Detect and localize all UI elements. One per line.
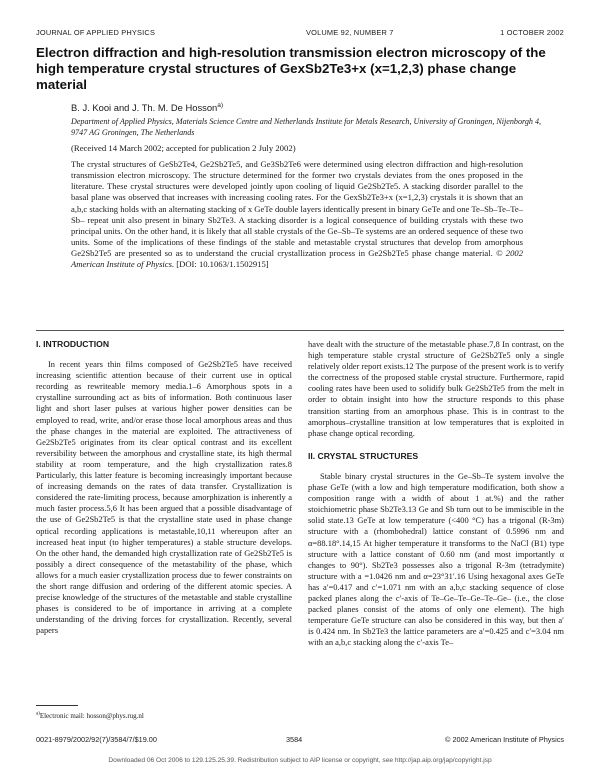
crystal-heading: II. CRYSTAL STRUCTURES (308, 450, 419, 461)
affiliation: Department of Applied Physics, Materials Science Centre and Netherlands Institute for Metals Research, University of Groningen, Nijenborgh 4, 9747 AG Groningen, The Netherlands (71, 117, 542, 137)
page-number: 3584 (286, 735, 303, 744)
article-title: Electron diffraction and high-resolution transmission electron microscopy of the high temperature crystal structures of GexSb2Te3+x (x=1,2,3) phase change material (36, 45, 546, 92)
download-notice: Downloaded 06 Oct 2006 to 129.125.25.39. Redistribution subject to AIP license or copyright, see http://jap.aip.org/jap/copyright.jsp (108, 757, 492, 764)
crystal-paragraph: Stable binary crystal structures in the Ge–Sb–Te system involve the phase GeTe (with a low and high temperature modification, both show a composition range with a width of about 1 at.%) and the rather stoichiometric phase Sb2Te3.13 Ge and Sb turn out to be immiscible in the solid state.13 GeTe at low temperature (<400 °C) has a trigonal (R-3m) structure with a (rhombohedral) lattice constant of 0.5996 nm and α=88.18°.14,15 At higher temperature it transforms to the NaCl (B1) type structure with a lattice constant of 0.60 nm (and most importantly α changes to 90°). Sb2Te3 possesses also a trigonal R-3m (tetradymite) structure with a =1.0426 nm and α=23°31′.16 Using hexagonal axes GeTe has a′=0.417 and c′=1.071 nm with an a,b,c stacking sequence of close packed planes along the c′-axis of Te–Ge–Te–Ge–Te–Ge– (i.e., the close packed planes consist of the atoms of only one element). The high temperature GeTe structure can also be considered in this way, but then a′ is 0.424 nm. In Sb2Te3 the lattice parameters are a′=0.425 and c′=3.04 nm with an a,b,c stacking along the c′-axis Te– (308, 470, 564, 648)
authors: B. J. Kooi and J. Th. M. De Hosson (71, 102, 218, 113)
issn-price: 0021-8979/2002/92(7)/3584/7/$19.00 (36, 735, 157, 744)
column-left (36, 339, 292, 636)
running-header (36, 28, 564, 40)
footer-copyright: © 2002 American Institute of Physics (445, 735, 564, 744)
intro-paragraph-continued: have dealt with the structure of the metastable phase.7,8 In contrast, on the high temperature stable crystal structure of Ge2Sb2Te5 only a single relatively older report exists.12 The purpose of the present work is to verify the correctness of the proposed stable crystal structure. Furthermore, rapid cooling rates have been used to solidify bulk Ge2Sb2Te5 from the melt in order to obtain insight into how the structure responds to this phase transition starting from an amorphous phase. This is in contrast to the amorphous–crystalline transition at low temperatures that is exploited in phase change optical recording. (308, 339, 564, 438)
section-divider (36, 330, 564, 331)
footnote (36, 712, 144, 720)
author-list (71, 102, 223, 113)
footnote-mark: a) (36, 711, 40, 717)
intro-paragraph: In recent years thin films composed of Ge2Sb2Te5 have received increasing scientific attention because of their current use in optical recording as rewriteable memory media.1–6 Amorphous spots in a crystalline surrounding act as bits of information. Both continuous laser light and short laser pulses at various higher power densities can be employed to read, write, and/or erase those local amorphous areas and thus the phase changes in the material are exploited. The attractiveness of Ge2Sb2Te5 originates from its clear optical contrast and its excellent reversibility between the amorphous and crystalline state, its high thermal stability at room temperature, and the high crystallization rates.8 Particularly, this latter feature is becoming increasingly important because of increasing demands on the rates of data transfer. Crystallization is considered the rate-limiting process, because amorphization is inherently a much faster process.5,6 It has been argued that a possible disadvantage of the use of Ge2Sb2Te5 is that the crystalline state used in phase change optical recording applications is metastable,10,11 whereupon after an increased heat input (to higher temperatures) a stable structure develops. On the other hand, the demanded high crystallization rate of Ge2Sb2Te5 is possibly a direct consequence of the metastability of the phase, which allows for a much easier crystallization process due to fewer constraints on the short range diffusion and ordering of the different atomic species. A precise knowledge of the structures of the metastable and stable crystalline phases is considered to be of importance in arriving at a complete understanding of the driving forces for crystallization. Recently, several papers (36, 359, 292, 636)
footnote-text: Electronic mail: hosson@phys.rug.nl (39, 712, 144, 720)
issue-date: 1 OCTOBER 2002 (500, 28, 564, 37)
page-footer (36, 735, 564, 745)
author-footnote-mark: a) (217, 101, 224, 109)
abstract-copyright: © 2002 American Institute of Physics. (71, 248, 523, 270)
footnote-divider (36, 705, 78, 706)
column-right (308, 339, 564, 648)
volume-number: VOLUME 92, NUMBER 7 (306, 28, 394, 37)
intro-heading: I. INTRODUCTION (36, 339, 110, 349)
journal-name: JOURNAL OF APPLIED PHYSICS (36, 28, 156, 37)
abstract-text: The crystal structures of GeSb2Te4, Ge2Sb2Te5, and Ge3Sb2Te6 were determined using electron diffraction and high-resolution transmission electron microscopy. The structure determined for the former two crystals deviates from the ones proposed in the literature. These crystal structures were developed jointly upon cooling of liquid Ge2Sb2Te5. A stacking disorder parallel to the basal plane was observed that increases with increasing cooling rates. For the GexSb2Te3+x (x=1,2,3) crystals it is shown that an a,b,c stacking holds with an alternating stacking of x GeTe double layers identically present in binary GeTe and one Te–Sb–Te–Te–Sb– repeat unit also present in binary Sb2Te3. A stacking disorder is a logical consequence of building crystals with these two principal units. On the other hand, it is likely that all stable crystals of the Ge–Sb–Te systems are an ordered sequence of these two units. Some of the implications of these findings of the stable and metastable crystal structures that develop from amorphous Ge2Sb2Te5 are presented so as to understand the crucial crystallization process in Ge2Sb2Te5 phase change material. (71, 159, 523, 259)
abstract (71, 159, 523, 271)
received-dates: (Received 14 March 2002; accepted for publication 2 July 2002) (71, 143, 296, 153)
doi: [DOI: 10.1063/1.1502915] (176, 259, 269, 270)
